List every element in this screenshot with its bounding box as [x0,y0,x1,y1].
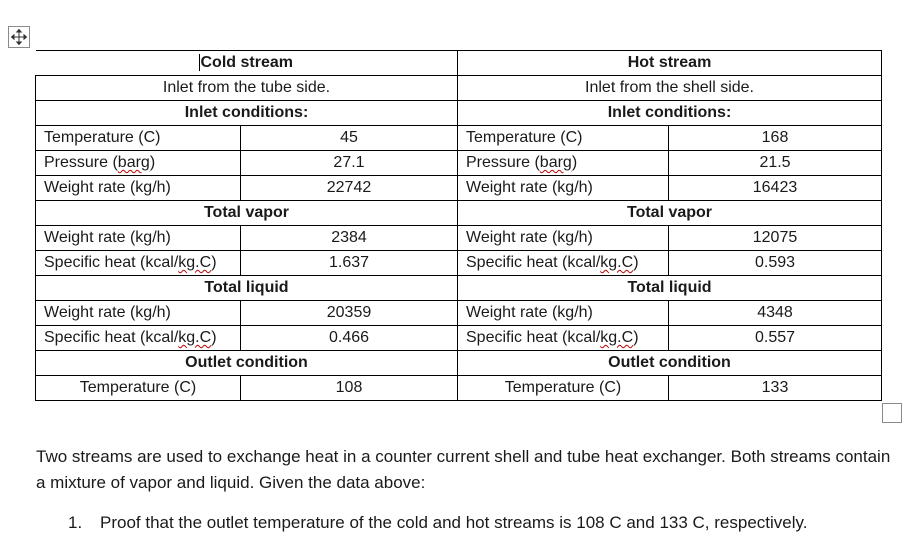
cold-liquid-cp-value: 0.466 [241,326,458,351]
hot-inlet-side: Inlet from the shell side. [458,76,882,101]
table-row [36,351,882,376]
cold-stream-title: Cold stream [200,54,293,71]
cold-outlet-temp-value: 108 [241,376,458,401]
cold-vapor-cp-value: 1.637 [241,251,458,276]
table-row [36,101,882,126]
hot-vapor-cp-label [458,251,669,276]
spellcheck-word: kg.C [600,329,634,346]
hot-total-vapor-heading: Total vapor [458,201,882,226]
cold-weight-label: Weight rate (kg/h) [36,176,241,201]
hot-vapor-weight-value: 12075 [669,226,882,251]
hot-total-liquid-heading: Total liquid [458,276,882,301]
table-row [36,226,882,251]
table-row [36,51,882,76]
cold-weight-value: 22742 [241,176,458,201]
hot-pressure-label [458,151,669,176]
cold-temp-value: 45 [241,126,458,151]
label-text: Specific heat (kcal/ [466,254,601,271]
table-row [36,251,882,276]
hot-stream-title: Hot stream [458,51,882,76]
table-row [36,326,882,351]
question-text: Proof that the outlet temperature of the cold and hot streams is 108 C and 133 C, respectively. [100,513,808,532]
table-row [36,151,882,176]
table-row [36,376,882,401]
cold-vapor-weight-value: 2384 [241,226,458,251]
hot-pressure-value: 21.5 [669,151,882,176]
hot-vapor-weight-label: Weight rate (kg/h) [458,226,669,251]
label-text: Pressure ( [44,154,118,171]
label-text: ) [211,329,217,346]
label-text: ) [149,154,156,171]
spellcheck-word: barg [539,154,572,171]
label-text: ) [633,329,639,346]
hot-liquid-weight-label: Weight rate (kg/h) [458,301,669,326]
table-row [36,76,882,101]
label-text: Specific heat (kcal/ [466,329,601,346]
label-text: ) [571,154,578,171]
cold-pressure-label [36,151,241,176]
table-row [36,126,882,151]
table-row [36,201,882,226]
label-text: Pressure ( [466,154,540,171]
hot-liquid-cp-value: 0.557 [669,326,882,351]
problem-paragraph: Two streams are used to exchange heat in a counter current shell and tube heat exchanger. Both streams contain a mixture of vapor and liquid. Given the data above: [36,447,891,492]
heat-exchanger-data-table [35,50,882,401]
spellcheck-word: kg.C [178,329,212,346]
hot-temp-label: Temperature (C) [458,126,669,151]
hot-vapor-cp-value: 0.593 [669,251,882,276]
four-arrows-icon [11,29,27,45]
cold-liquid-cp-label [36,326,241,351]
table-move-handle-icon[interactable] [8,26,30,48]
hot-temp-value: 168 [669,126,882,151]
label-text: ) [633,254,639,271]
cold-pressure-value: 27.1 [241,151,458,176]
label-text: ) [211,254,217,271]
label-text: Specific heat (kcal/ [44,329,179,346]
cold-temp-label: Temperature (C) [36,126,241,151]
cold-liquid-weight-label: Weight rate (kg/h) [36,301,241,326]
question-list-item [68,510,807,536]
hot-weight-label: Weight rate (kg/h) [458,176,669,201]
spellcheck-word: kg.C [600,254,634,271]
hot-weight-value: 16423 [669,176,882,201]
hot-outlet-temp-value: 133 [669,376,882,401]
cold-vapor-weight-label: Weight rate (kg/h) [36,226,241,251]
spellcheck-word: kg.C [178,254,212,271]
hot-liquid-cp-label [458,326,669,351]
cold-vapor-cp-label [36,251,241,276]
label-text: Specific heat (kcal/ [44,254,179,271]
hot-outlet-temp-label: Temperature (C) [458,376,669,401]
table-resize-handle-icon[interactable] [882,403,902,423]
hot-liquid-weight-value: 4348 [669,301,882,326]
cold-total-vapor-heading: Total vapor [36,201,458,226]
spellcheck-word: barg [117,154,150,171]
cold-total-liquid-heading: Total liquid [36,276,458,301]
table-row [36,176,882,201]
cold-liquid-weight-value: 20359 [241,301,458,326]
hot-outlet-heading: Outlet condition [458,351,882,376]
cold-inlet-conditions-heading: Inlet conditions: [36,101,458,126]
cold-outlet-heading: Outlet condition [36,351,458,376]
cold-inlet-side: Inlet from the tube side. [36,76,458,101]
cold-stream-title-cell [36,51,458,76]
table-row [36,276,882,301]
cold-outlet-temp-label: Temperature (C) [36,376,241,401]
list-number: 1. [68,513,83,532]
hot-inlet-conditions-heading: Inlet conditions: [458,101,882,126]
table-row [36,301,882,326]
